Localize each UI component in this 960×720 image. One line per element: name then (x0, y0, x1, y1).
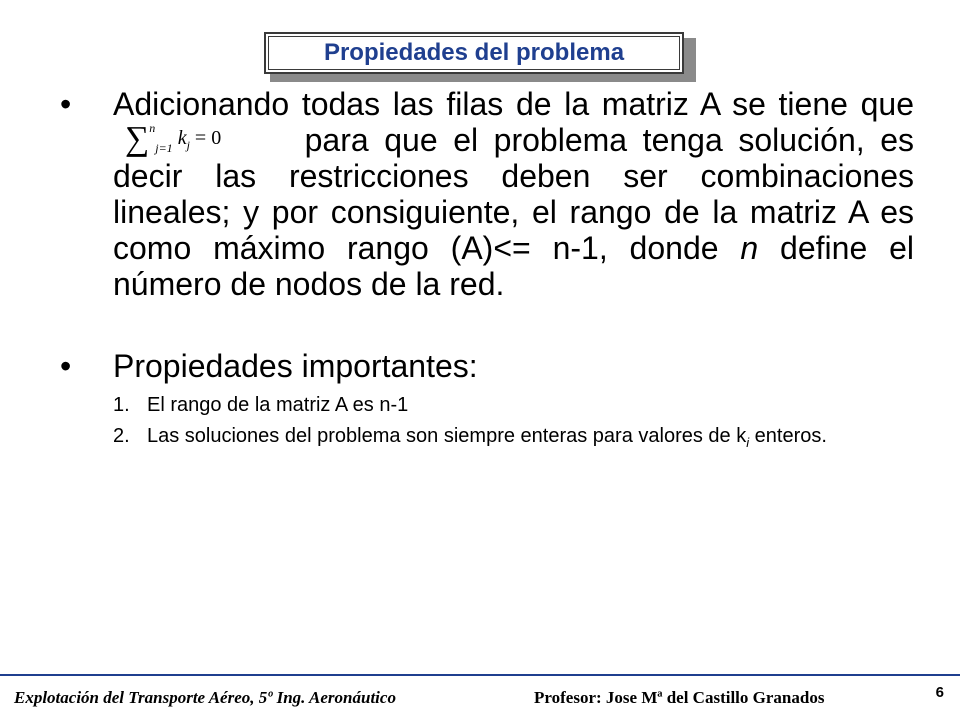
list-item: 2. Las soluciones del problema son siempre enteras para valores de $k_i$ enteros. (113, 425, 827, 450)
footer-professor: Profesor: Jose Mª del Castillo Granados (534, 688, 825, 707)
bullet-dot: • (60, 348, 72, 384)
bullet-item (60, 86, 914, 302)
slide-content (60, 86, 914, 463)
sum-formula: ∑$^n_{j=1}$ $k_j = 0$ (125, 119, 222, 157)
footer (14, 684, 946, 714)
footer-course: Explotación del Transporte Aéreo, 5º Ing. Aeronáutico (14, 688, 396, 707)
slide-title: Propiedades del problema (264, 32, 684, 74)
bullet-dot: • (60, 86, 72, 122)
title-box (264, 32, 684, 74)
bullet-item (60, 348, 914, 384)
page-number: 6 (935, 684, 944, 701)
numbered-list (113, 394, 914, 454)
bullet-text: Adicionando todas las filas de la matriz A se tiene que ∑$^n_{j=1}$ $k_j = 0$ para que el problema tenga solución, es decir las restricciones deben ser combinaciones lineales; y por consiguiente, el rango de la matriz A es como máximo rango (A)<= n-1, donde n define el número de nodos de la red. (113, 86, 915, 302)
list-item: 1. El rango de la matriz A es n-1 (113, 394, 409, 416)
footer-divider (0, 674, 960, 676)
bullet-text: Propiedades importantes: (113, 348, 478, 384)
